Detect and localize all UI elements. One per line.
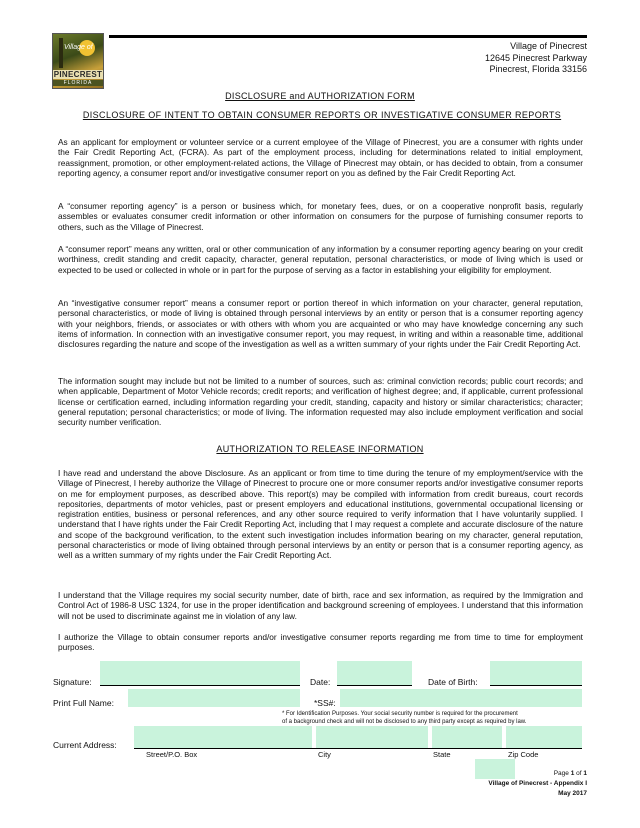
paragraph-investigative-report: An “investigative consumer report” means a consumer report or portion thereof in which information on your character, general reputation, personal characteristics, or mode of living is obtained through personal interviews by an entity or person that is a consumer reporting agency with your neighbors, friends, or associates or with others with whom you are acquainted or who may have knowledge concerning any such items of information. In connection with an investigative consumer report, you may request, in writing and within a reasonable time, additional disclosures regarding the nature and scope of the investigation as well as a written summary of your rights under the Fair Credit Reporting Act. (58, 298, 583, 350)
disclosure-subtitle: DISCLOSURE OF INTENT TO OBTAIN CONSUMER REPORTS OR INVESTIGATIVE CONSUMER REPORTS (82, 110, 562, 120)
city-label: City (318, 750, 331, 759)
zip-field[interactable] (506, 726, 582, 748)
address-line2: 12645 Pinecrest Parkway (484, 52, 587, 63)
address-line (134, 748, 582, 749)
paragraph-information-sources: The information sought may include but not be limited to a number of sources, such as: criminal conviction records; public court records; and when applicable, Department of Motor Vehicle records; credit reports; and verification of highest degree; and, if applicable, current professional license or certification earned, including information regarding your credit, standing, capacity and history or similar characteristics; character; general reputation; personal characteristics; or mode of living. The information requested may also include employment verification and social security number verification. (58, 376, 583, 428)
form-title: DISCLOSURE and AUTHORIZATION FORM (225, 91, 415, 101)
address-line3: Pinecrest, Florida 33156 (489, 64, 587, 74)
village-logo (52, 33, 104, 89)
page-total: 1 (583, 770, 587, 777)
dob-line (490, 685, 582, 686)
footer-date: May 2017 (558, 790, 587, 797)
paragraph-authorization: I have read and understand the above Disclosure. As an applicant or from time to time during the tenure of my employment/service with the Village of Pinecrest, I hereby authorize the Village of Pinecrest to procure one or more consumer reports and/or investigative consumer reports on me for employment purposes, as described above. This report(s) may be compiled with information from credit bureaus, court records repositories, departments of motor vehicles, past or present employers and educational institutions, governmental occupational licensing or registration entities, business or personal references, and any other source required to verify information that I have voluntarily supplied. I understand that I have rights under the Fair Credit Reporting Act, including that I may request a complete and accurate disclosure of the nature and scope of the background verification, to the extent such investigation includes information bearing on my character, general reputation, personal characteristics or mode of living obtained through personal interviews by an entity or person that is a consumer reporting agency, as well as a written summary of my rights under the Fair Credit Reporting Act. (58, 468, 583, 561)
page-number (554, 769, 587, 778)
authorization-title: AUTHORIZATION TO RELEASE INFORMATION (216, 444, 424, 454)
ssn-label: *SS#: (314, 698, 336, 708)
paragraph-intro: As an applicant for employment or volunteer service or a current employee of the Village of Pinecrest, you are a consumer with rights under the Fair Credit Reporting Act, (FCRA). As part of the employment process, including for determinations related to initial employment, reassignment, promotion, or other employment-related actions, the Village of Pinecrest may obtain, or has decided to obtain, from a consumer reporting agency, a consumer report and/or investigative consumer report on you as defined by the Fair Credit Reporting Act. (58, 137, 583, 178)
street-label: Street/P.O. Box (146, 750, 198, 759)
page-prefix: Page (553, 770, 571, 777)
state-label: State (433, 750, 451, 759)
ssn-note-line2: of a background check and will not be disclosed to any third party except as required by law. (282, 719, 527, 725)
ssn-field[interactable] (340, 689, 582, 707)
village-address (485, 41, 587, 76)
paragraph-consumer-reporting-agency: A “consumer reporting agency” is a person or business which, for monetary fees, dues, or on a cooperative nonprofit basis, regularly assembles or evaluates consumer credit information or other information on consumers for the purpose of furnishing consumer reports to others, such as the Village of Pinecrest. (58, 201, 583, 232)
state-field[interactable] (432, 726, 502, 748)
palm-tree-icon (59, 38, 63, 68)
city-field[interactable] (316, 726, 428, 748)
footer-highlight (475, 759, 515, 779)
date-label: Date: (310, 677, 331, 687)
paragraph-ssn-requirement: I understand that the Village requires my social security number, date of birth, race and sex information, as required by the Immigration and Control Act of 1986-8 USC 1324, for use in the proper identification and background screening of employees. I understand that this information will not be used to discriminate against me in violation of any law. (58, 590, 583, 621)
signature-field[interactable] (100, 661, 300, 685)
header-rule (109, 35, 587, 38)
print-name-label: Print Full Name: (53, 698, 114, 708)
appendix-label: Village of Pinecrest - Appendix I (488, 780, 587, 787)
paragraph-authorize-village: I authorize the Village to obtain consumer reports and/or investigative consumer reports regarding me from time to time for employment purposes. (58, 632, 583, 653)
page-num: 1 (570, 770, 575, 777)
logo-line1: Village of (64, 44, 93, 51)
page-of: of (574, 770, 584, 777)
date-field[interactable] (337, 661, 412, 685)
logo-line3: FLORIDA (53, 80, 103, 86)
dob-field[interactable] (490, 661, 582, 685)
signature-line (100, 685, 300, 686)
ssn-note-line1: * For Identification Purposes. Your social security number is required for the procurement (282, 711, 518, 717)
date-line (337, 685, 412, 686)
signature-label: Signature: (53, 677, 92, 687)
address-line1: Village of Pinecrest (510, 41, 587, 51)
current-address-label: Current Address: (53, 740, 117, 750)
street-field[interactable] (134, 726, 312, 748)
print-name-field[interactable] (128, 689, 300, 707)
zip-label: Zip Code (508, 750, 539, 759)
logo-line2: PINECREST (53, 70, 103, 79)
paragraph-consumer-report: A “consumer report” means any written, oral or other communication of any information by a consumer reporting agency bearing on your credit worthiness, credit standing and credit capacity, character, general reputation, personal characteristics, or mode of living which is used or expected to be used or collected in whole or in part for the purpose of serving as a factor in establishing your eligibility for employment. (58, 244, 583, 275)
dob-label: Date of Birth: (428, 677, 478, 687)
